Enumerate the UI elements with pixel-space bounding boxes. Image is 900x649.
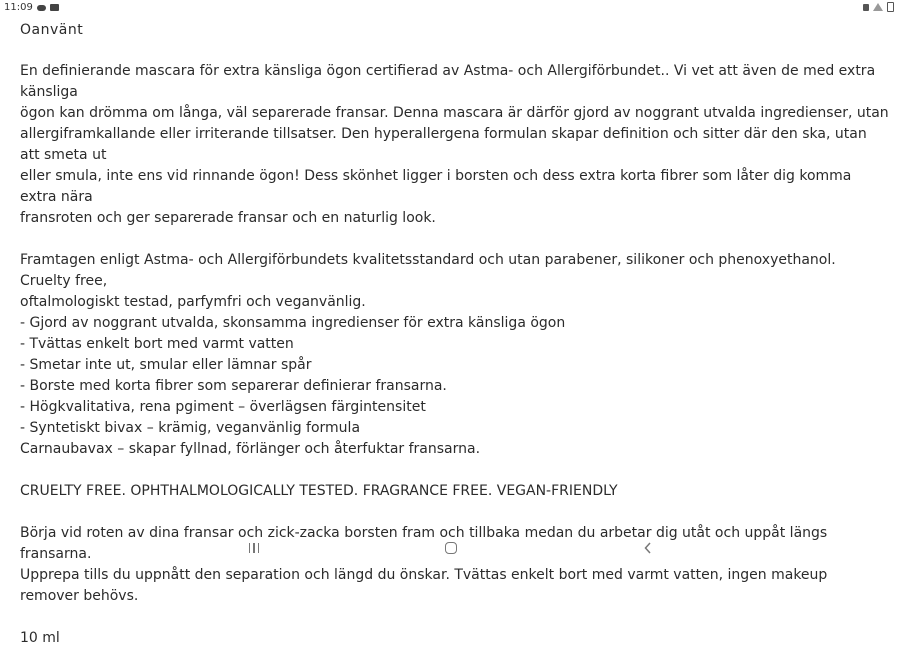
description-line: En definierande mascara för extra känsliga ögon certifierad av Astma- och Allergiförbundet.. Vi vet att även de med extra känsliga [20, 63, 876, 100]
notification-folder-icon [50, 4, 59, 11]
quality-line: oftalmologiskt testad, parfymfri och veganvänlig. [20, 294, 366, 310]
back-chevron-icon [644, 542, 652, 554]
quality-line: Carnaubavax – skapar fyllnad, förlänger och återfuktar fransarna. [20, 441, 481, 457]
item-condition: Oanvänt [20, 22, 84, 38]
description-line: eller smula, inte ens vid rinnande ögon! Dess skönhet ligger i borsten och dess extra korta fibrer som låter dig komma extra nära [20, 168, 852, 205]
feature-bullet: - Syntetiskt bivax – krämig, veganvänlig formula [20, 420, 361, 436]
feature-bullet: - Gjord av noggrant utvalda, skonsamma ingredienser för extra känsliga ögon [20, 315, 566, 331]
description-line: ögon kan drömma om långa, väl separerade fransar. Denna mascara är därför gjord av noggrant utvalda ingredienser, utan [20, 105, 889, 121]
wifi-icon [873, 3, 883, 11]
volume-text: 10 ml [20, 630, 60, 646]
recents-button[interactable] [242, 538, 266, 558]
status-right [863, 2, 894, 12]
feature-bullet: - Högkvalitativa, rena pgiment – överlägsen färgintensitet [20, 399, 426, 415]
usage-line: Upprepa tills du uppnått den separation och längd du önskar. Tvättas enkelt bort med varmt vatten, ingen makeup remover behövs. [20, 567, 828, 604]
notification-cloud-icon [37, 5, 46, 11]
status-bar [0, 0, 900, 16]
description-line: allergiframkallande eller irriterande tillsatser. Den hyperallergena formulan skapar definition och sitter där den ska, utan att smeta ut [20, 126, 867, 163]
feature-bullet: - Smetar inte ut, smular eller lämnar spår [20, 357, 312, 373]
home-icon [445, 542, 457, 554]
description-line: fransroten och ger separerade fransar och en naturlig look. [20, 210, 436, 226]
status-time: 11:09 [4, 2, 33, 13]
lock-icon [863, 4, 869, 11]
claims-line: CRUELTY FREE. OPHTHALMOLOGICALLY TESTED. FRAGRANCE FREE. VEGAN-FRIENDLY [20, 483, 618, 499]
quality-line: Framtagen enligt Astma- och Allergiförbundets kvalitetsstandard och utan parabener, silikoner och phenoxyethanol. Cruelty free, [20, 252, 836, 289]
back-button[interactable] [636, 538, 660, 558]
battery-icon [887, 2, 894, 12]
usage-line: Börja vid roten av dina fransar och zick-zacka borsten fram och tillbaka medan du arbetar dig utåt och uppåt längs fransarna. [20, 525, 828, 562]
navigation-bar [0, 532, 900, 563]
status-left [4, 2, 59, 13]
quality-paragraph [20, 250, 890, 460]
home-button[interactable] [439, 538, 463, 558]
feature-bullet: - Borste med korta fibrer som separerar definierar fransarna. [20, 378, 447, 394]
feature-bullet: - Tvättas enkelt bort med varmt vatten [20, 336, 294, 352]
recents-icon [249, 543, 260, 553]
description-paragraph [20, 61, 890, 229]
